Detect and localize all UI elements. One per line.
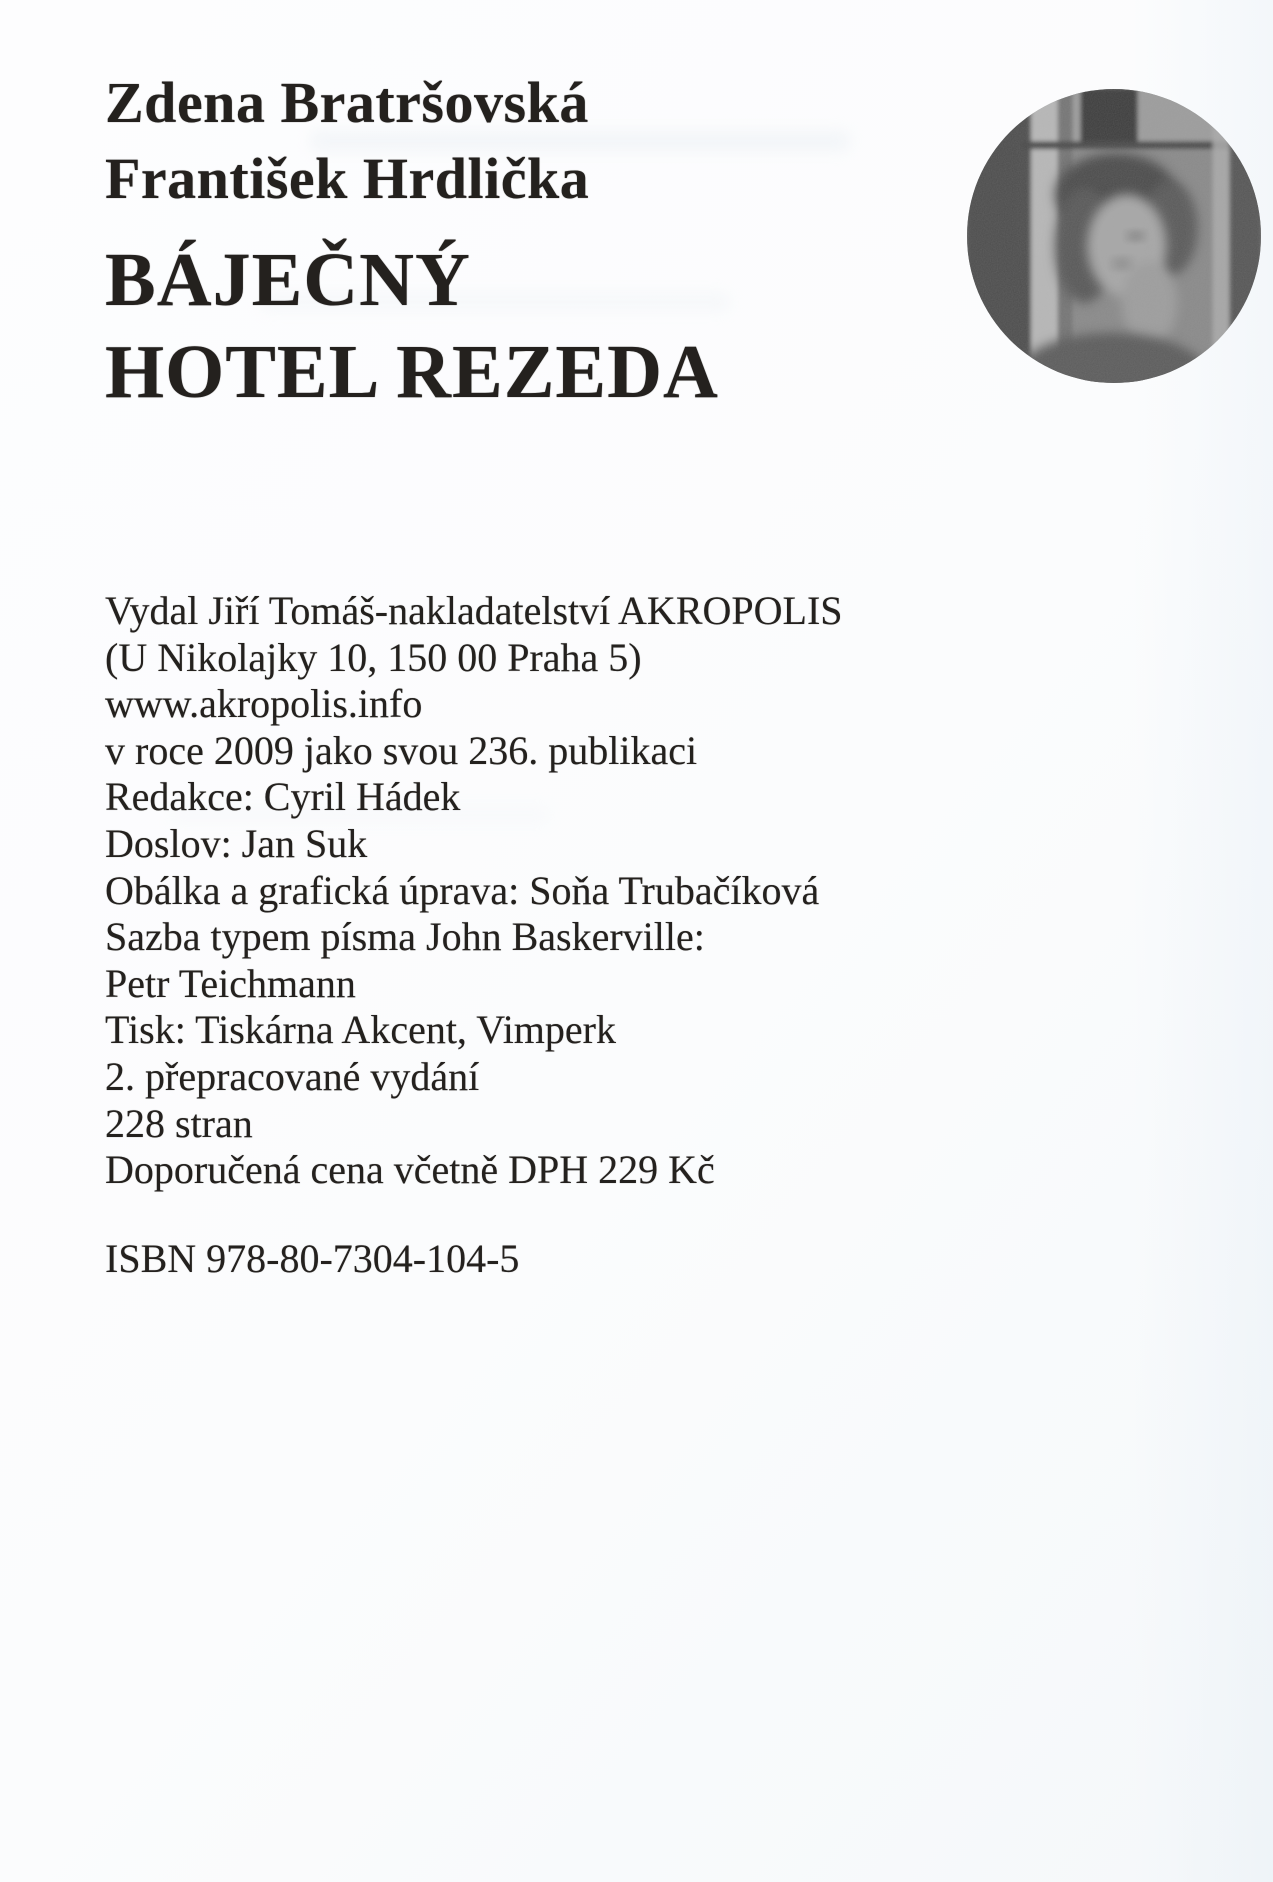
author-names [105, 65, 589, 217]
colophon-line: 228 stran [105, 1100, 253, 1146]
colophon-line: 2. přepracované vydání [105, 1053, 480, 1099]
book-title-line: BÁJEČNÝ [105, 238, 471, 322]
book-title-line: HOTEL REZEDA [105, 330, 719, 414]
colophon-line: Redakce: Cyril Hádek [105, 774, 461, 820]
isbn-line: ISBN 978-80-7304-104-5 [105, 1236, 520, 1281]
colophon-line: Petr Teichmann [105, 960, 356, 1006]
colophon-block [105, 588, 843, 1194]
circular-portrait-image [966, 88, 1262, 384]
colophon-line-website: www.akropolis.info [105, 681, 423, 727]
colophon-line: (U Nikolajky 10, 150 00 Praha 5) [105, 634, 642, 680]
book-title [105, 234, 719, 418]
colophon-line: Vydal Jiří Tomáš-nakladatelství AKROPOLIS [105, 588, 843, 633]
colophon-line: v roce 2009 jako svou 236. publikaci [105, 727, 698, 773]
author-line: František Hrdlička [105, 146, 590, 211]
colophon-line: Doporučená cena včetně DPH 229 Kč [105, 1147, 715, 1193]
colophon-line: Obálka a grafická úprava: Soňa Trubačíková [105, 867, 820, 913]
author-line: Zdena Bratršovská [105, 70, 589, 135]
colophon-line: Doslov: Jan Suk [105, 820, 368, 866]
colophon-line: Tisk: Tiskárna Akcent, Vimperk [105, 1007, 616, 1053]
colophon-line: Sazba typem písma John Baskerville: [105, 914, 705, 960]
